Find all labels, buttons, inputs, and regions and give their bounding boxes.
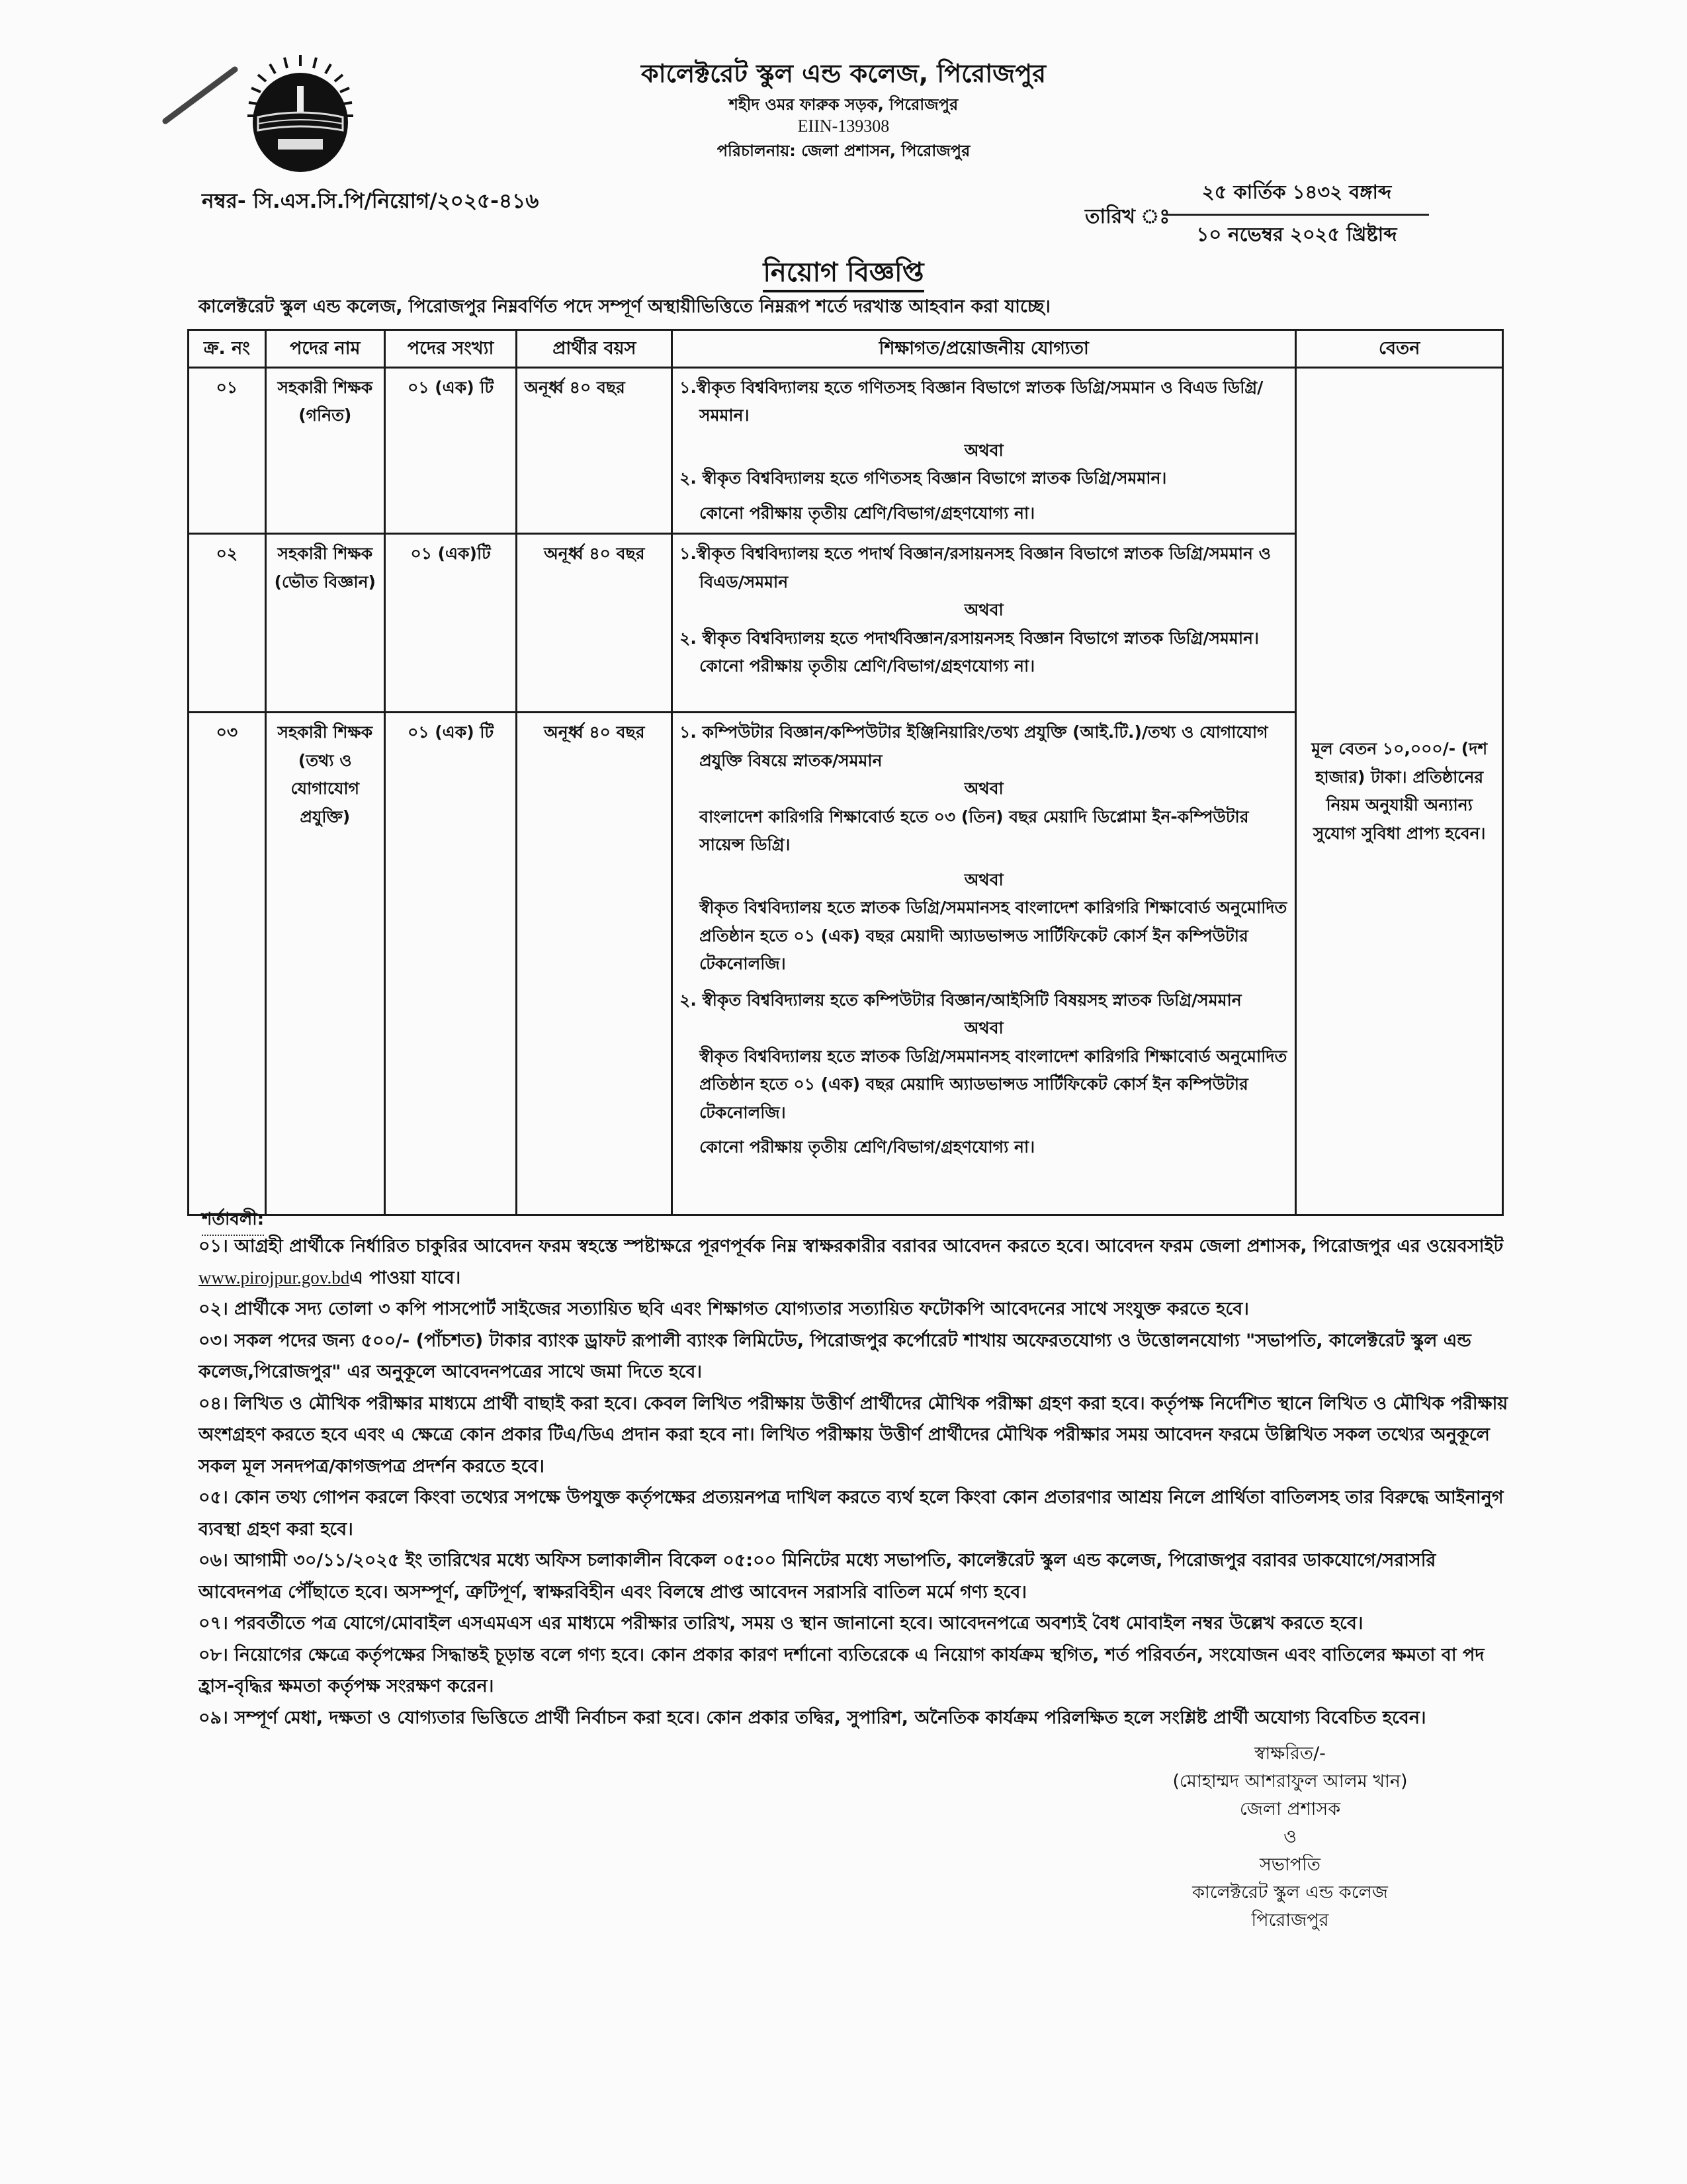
qualification-line: স্বীকৃত বিশ্ববিদ্যালয় হতে স্নাতক ডিগ্রি/সমমানসহ বাংলাদেশ কারিগরি শিক্ষাবোর্ড অনুমোদিত প্রতিষ্ঠান হতে ০১ (এক) বছর মেয়াদি অ্যাডভান্সড সার্টিফিকেট কোর্স ইন কম্পিউটার টেকনোলজি। xyxy=(699,1046,1287,1122)
cell-serial: ০২ xyxy=(189,534,266,713)
qualification-line: ১.স্বীকৃত বিশ্ববিদ্যালয় হতে পদার্থ বিজ্ঞান/রসায়নসহ বিজ্ঞান বিভাগে স্নাতক ডিগ্রি/সমমান ও বিএড/সমমান xyxy=(679,544,1272,591)
website-link[interactable]: www.pirojpur.gov.bd xyxy=(198,1267,350,1288)
header-salary: বেতন xyxy=(1296,330,1503,368)
institution-name: কালেক্টরেট স্কুল এন্ড কলেজ, পিরোজপুর xyxy=(640,59,1046,88)
qualification-note: কোনো পরীক্ষায় তৃতীয় শ্রেণি/বিভাগ/গ্রহণযোগ্য না। xyxy=(699,1137,1035,1157)
terms-list xyxy=(198,1231,1515,1733)
qualification-or: অথবা xyxy=(964,869,1004,889)
term-item: ০২। প্রার্থীকে সদ্য তোলা ৩ কপি পাসপোর্ট সাইজের সত্যায়িত ছবি এবং শিক্ষাগত যোগ্যতার সত্যায়িত ফটোকপি আবেদনের সাথে সংযুক্ত করতে হবে। xyxy=(198,1299,1249,1319)
signatory-designation: জেলা প্রশাসক xyxy=(1239,1799,1341,1819)
signatory-institution: কালেক্টরেট স্কুল এন্ড কলেজ xyxy=(1192,1882,1388,1903)
posts-table xyxy=(187,329,1504,1216)
signature-signed: স্বাক্ষরিত/- xyxy=(1254,1743,1326,1764)
cell-age: অনূর্ধ্ব ৪০ বছর xyxy=(517,367,672,534)
cell-count: ০১ (এক)টি xyxy=(384,534,517,713)
qualification-line: ২. স্বীকৃত বিশ্ববিদ্যালয় হতে কম্পিউটার বিজ্ঞান/আইসিটি বিষয়সহ স্নাতক ডিগ্রি/সমমান xyxy=(679,990,1242,1010)
term-item xyxy=(198,1231,1515,1293)
qualification-or: অথবা xyxy=(964,440,1004,460)
term-text-suffix: এ পাওয়া যাবে। xyxy=(349,1267,461,1288)
cell-qualification xyxy=(672,367,1296,534)
qualification-line: স্বীকৃত বিশ্ববিদ্যালয় হতে স্নাতক ডিগ্রি/সমমানসহ বাংলাদেশ কারিগরি শিক্ষাবোর্ড অনুমোদিত প্রতিষ্ঠান হতে ০১ (এক) বছর মেয়াদী অ্যাডভান্সড সার্টিফিকেট কোর্স ইন কম্পিউটার টেকনোলজি। xyxy=(699,898,1287,974)
institution-address: শহীদ ওমর ফারুক সড়ক, পিরোজপুর xyxy=(728,95,959,114)
term-item: ০৩। সকল পদের জন্য ৫০০/- (পাঁচশত) টাকার ব্যাংক ড্রাফট রূপালী ব্যাংক লিমিটেড, পিরোজপুর কর্পোরেট শাখায় অফেরতযোগ্য ও উত্তোলনযোগ্য "সভাপতি, কালেক্টরেট স্কুল এন্ড কলেজ,পিরোজপুর" এর অনুকূলে আবেদনপত্রের সাথে জমা দিতে হবে। xyxy=(198,1330,1471,1382)
date-block xyxy=(1164,177,1429,252)
term-item: ০৭। পরবর্তীতে পত্র যোগে/মোবাইল এসএমএস এর মাধ্যমে পরীক্ষার তারিখ, সময় ও স্থান জানানো হবে। আবেদনপত্রে অবশ্যই বৈধ মোবাইল নম্বর উল্লেখ করতে হবে। xyxy=(198,1613,1363,1634)
qualification-note: কোনো পরীক্ষায় তৃতীয় শ্রেণি/বিভাগ/গ্রহণযোগ্য না। xyxy=(699,503,1035,523)
institution-eiin: EIIN-139308 xyxy=(797,116,890,136)
qualification-or: অথবা xyxy=(964,600,1004,620)
institution-management: পরিচালনায়: জেলা প্রশাসন, পিরোজপুর xyxy=(716,142,971,160)
term-item: ০৪। লিখিত ও মৌখিক পরীক্ষার মাধ্যমে প্রার্থী বাছাই করা হবে। কেবল লিখিত পরীক্ষায় উত্তীর্ণ প্রার্থীদের মৌখিক পরীক্ষা গ্রহণ করা হবে। কর্তৃপক্ষ নির্দেশিত স্থানে লিখিত ও মৌখিক পরীক্ষায় অংশগ্রহণ করতে হবে এবং এ ক্ষেত্রে কোন প্রকার টিএ/ডিএ প্রদান করা হবে না। লিখিত পরীক্ষায় উত্তীর্ণ প্রার্থীদের মৌখিক পরীক্ষার সময় আবেদন ফরমে উল্লিখিত সকল তথ্যের অনুকূলে সকল মূল সনদপত্র/কাগজপত্র প্রদর্শন করতে হবে। xyxy=(198,1393,1508,1477)
cell-serial: ০৩ xyxy=(189,713,266,1215)
qualification-line: বাংলাদেশ কারিগরি শিক্ষাবোর্ড হতে ০৩ (তিন) বছর মেয়াদি ডিপ্লোমা ইন-কম্পিউটার সায়েন্স ডিগ্রি। xyxy=(699,807,1249,855)
cell-age: অনূর্ধ্ব ৪০ বছর xyxy=(517,713,672,1215)
terms-heading: শর্তাবলী: xyxy=(202,1205,264,1236)
header-serial: ক্র. নং xyxy=(189,330,266,368)
signatory-role: সভাপতি xyxy=(1259,1855,1321,1875)
qualification-line: ১.স্বীকৃত বিশ্ববিদ্যালয় হতে গণিতসহ বিজ্ঞান বিভাগে স্নাতক ডিগ্রি/সমমান ও বিএড ডিগ্রি/সমমান। xyxy=(679,377,1264,425)
notice-title-text: নিয়োগ বিজ্ঞপ্তি xyxy=(763,257,924,292)
term-item: ০৯। সম্পূর্ণ মেধা, দক্ষতা ও যোগ্যতার ভিত্তিতে প্রার্থী নির্বাচন করা হবে। কোন প্রকার তদ্বির, সুপারিশ, অনৈতিক কার্যক্রম পরিলক্ষিত হলে সংশ্লিষ্ট প্রার্থী অযোগ্য বিবেচিত হবেন। xyxy=(198,1707,1426,1728)
header-age: প্রার্থীর বয়স xyxy=(517,330,672,368)
term-item: ০৫। কোন তথ্য গোপন করলে কিংবা তথ্যের সপক্ষে উপযুক্ত কর্তৃপক্ষের প্রত্যয়নপত্র দাখিল করতে ব্যর্থ হলে কিংবা কোন প্রতারণার আশ্রয় নিলে প্রার্থিতা বাতিলসহ তার বিরুদ্ধে আইনানুগ ব্যবস্থা গ্রহণ করা হবে। xyxy=(198,1487,1504,1540)
qualification-note: কোনো পরীক্ষায় তৃতীয় শ্রেণি/বিভাগ/গ্রহণযোগ্য না। xyxy=(699,656,1035,676)
signatory-place: পিরোজপুর xyxy=(1251,1910,1329,1931)
qualification-or: অথবা xyxy=(964,779,1004,799)
cell-count: ০১ (এক) টি xyxy=(384,367,517,534)
date-english: ১০ নভেম্বর ২০২৫ খ্রিষ্টাব্দ xyxy=(1196,223,1397,245)
table-header-row xyxy=(189,330,1503,368)
date-label: তারিখ ঃ xyxy=(1085,205,1170,228)
cell-age: অনূর্ধ্ব ৪০ বছর xyxy=(517,534,672,713)
header-qualification: শিক্ষাগত/প্রয়োজনীয় যোগ্যতা xyxy=(672,330,1296,368)
qualification-or: অথবা xyxy=(964,1018,1004,1038)
header-count: পদের সংখ্যা xyxy=(384,330,517,368)
term-text: ০১। আগ্রহী প্রার্থীকে নির্ধারিত চাকুরির আবেদন ফরম স্বহস্তে স্পষ্টাক্ষরে পূরণপূর্বক নিম্ন স্বাক্ষরকারীর বরাবর আবেদন করতে হবে। আবেদন ফরম জেলা প্রশাসক, পিরোজপুর এর ওয়েবসাইট xyxy=(198,1236,1504,1256)
signature-block xyxy=(1125,1740,1455,1935)
notice-intro: কালেক্টরেট স্কুল এন্ড কলেজ, পিরোজপুর নিম্নবর্ণিত পদে সম্পূর্ণ অস্থায়ীভিত্তিতে নিম্নরূপ শর্তে দরখাস্ত আহবান করা যাচ্ছে। xyxy=(198,296,1051,317)
term-item: ০৬। আগামী ৩০/১১/২০২৫ ইং তারিখের মধ্যে অফিস চলাকালীন বিকেল ০৫:০০ মিনিটের মধ্যে সভাপতি, কালেক্টরেট স্কুল এন্ড কলেজ, পিরোজপুর বরাবর ডাকযোগে/সরাসরি আবেদনপত্র পৌঁছাতে হবে। অসম্পূর্ণ, ত্রুটিপূর্ণ, স্বাক্ষরবিহীন এবং বিলম্বে প্রাপ্ত আবেদন সরাসরি বাতিল মর্মে গণ্য হবে। xyxy=(198,1550,1436,1602)
cell-post: সহকারী শিক্ষক (তথ্য ও যোগাযোগ প্রযুক্তি) xyxy=(265,713,384,1215)
qualification-line: ২. স্বীকৃত বিশ্ববিদ্যালয় হতে গণিতসহ বিজ্ঞান বিভাগে স্নাতক ডিগ্রি/সমমান। xyxy=(679,468,1167,488)
date-bangla: ২৫ কার্তিক ১৪৩২ বঙ্গাব্দ xyxy=(1164,177,1429,216)
cell-post: সহকারী শিক্ষক (গনিত) xyxy=(265,367,384,534)
cell-post: সহকারী শিক্ষক (ভৌত বিজ্ঞান) xyxy=(265,534,384,713)
cell-qualification xyxy=(672,534,1296,713)
memo-number: নম্বর- সি.এস.সি.পি/নিয়োগ/২০২৫-৪১৬ xyxy=(202,189,539,213)
cell-salary: মূল বেতন ১০,০০০/- (দশ হাজার) টাকা। প্রতিষ্ঠানের নিয়ম অনুযায়ী অন্যান্য সুযোগ সুবিধা প্রাপ্য হবেন। xyxy=(1296,367,1503,1215)
table-row xyxy=(189,367,1503,534)
cell-qualification xyxy=(672,713,1296,1215)
signatory-and: ও xyxy=(1283,1827,1297,1847)
notice-title xyxy=(0,251,1687,296)
cell-serial: ০১ xyxy=(189,367,266,534)
qualification-line: ২. স্বীকৃত বিশ্ববিদ্যালয় হতে পদার্থবিজ্ঞান/রসায়নসহ বিজ্ঞান বিভাগে স্নাতক ডিগ্রি/সমমান। xyxy=(679,628,1259,648)
term-item: ০৮। নিয়োগের ক্ষেত্রে কর্তৃপক্ষের সিদ্ধান্তই চূড়ান্ত বলে গণ্য হবে। কোন প্রকার কারণ দর্শানো ব্যতিরেকে এ নিয়োগ কার্যক্রম স্থগিত, শর্ত পরিবর্তন, সংযোজন এবং বাতিলের ক্ষমতা বা পদ হ্রাস-বৃদ্ধির ক্ষমতা কর্তৃপক্ষ সংরক্ষণ করেন। xyxy=(198,1644,1485,1696)
header-post: পদের নাম xyxy=(265,330,384,368)
cell-count: ০১ (এক) টি xyxy=(384,713,517,1215)
signatory-name: (মোহাম্মদ আশরাফুল আলম খান) xyxy=(1172,1771,1408,1792)
qualification-line: ১. কম্পিউটার বিজ্ঞান/কম্পিউটার ইঞ্জিনিয়ারিং/তথ্য প্রযুক্তি (আই.টি.)/তথ্য ও যোগাযোগ প্রযুক্তি বিষয়ে স্নাতক/সমমান xyxy=(679,722,1268,770)
